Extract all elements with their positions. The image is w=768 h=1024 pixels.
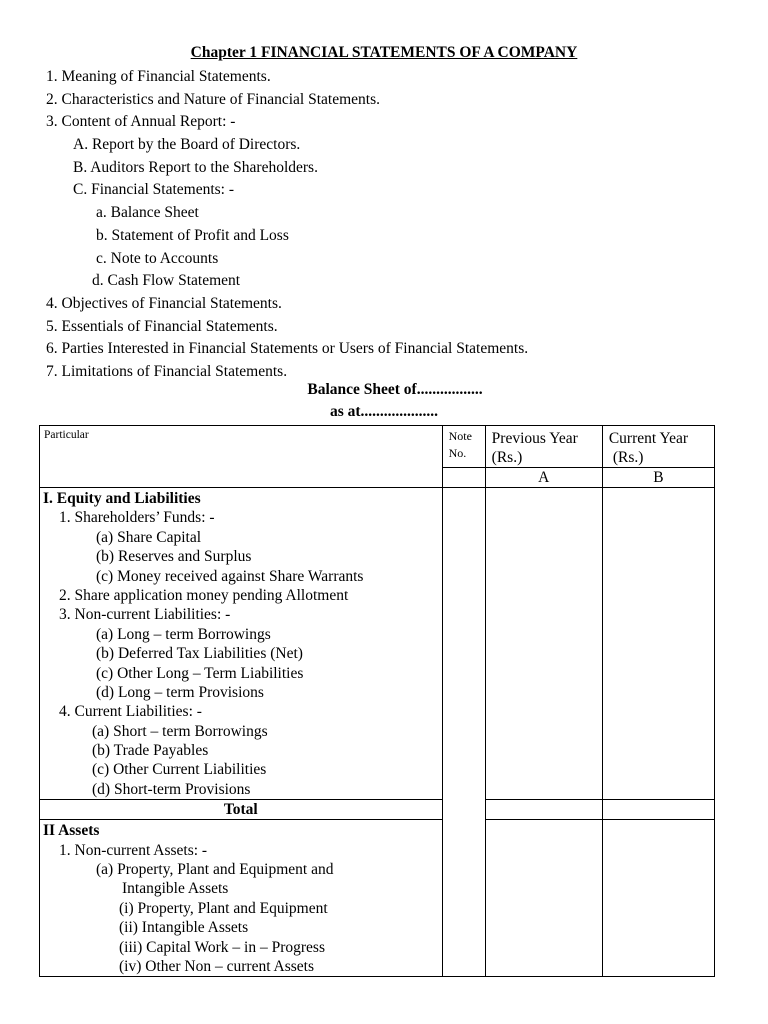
outline-subsubitem: d. Cash Flow Statement — [92, 272, 241, 290]
equity-liabilities-section — [40, 488, 443, 800]
previous-year-cell — [485, 488, 602, 800]
balance-sheet-as-at: as at.................... — [329, 403, 439, 420]
outline-item: 7. Limitations of Financial Statements. — [46, 362, 288, 380]
header-particular: Particular — [40, 426, 443, 488]
outline-subitem: C. Financial Statements: - — [73, 181, 235, 199]
row-label: (b) Deferred Tax Liabilities (Net) — [96, 645, 303, 663]
row-label: (c) Other Long – Term Liabilities — [96, 664, 304, 682]
row-label: (i) Property, Plant and Equipment — [119, 899, 328, 917]
row-label: (a) Long – term Borrowings — [96, 625, 271, 643]
outline-subitem: B. Auditors Report to the Shareholders. — [73, 158, 318, 176]
chapter-outline — [46, 66, 746, 384]
row-label: (iii) Capital Work – in – Progress — [119, 938, 325, 956]
row-label: (iv) Other Non – current Assets — [119, 957, 314, 975]
note-column — [442, 488, 485, 977]
outline-subitem: A. Report by the Board of Directors. — [73, 136, 301, 154]
section-heading: II Assets — [43, 822, 100, 840]
outline-item: 6. Parties Interested in Financial Statements or Users of Financial Statements. — [46, 340, 529, 358]
chapter-title: Chapter 1 FINANCIAL STATEMENTS OF A COMPANY — [190, 44, 578, 61]
row-label: (a) Short – term Borrowings — [92, 722, 268, 740]
outline-subsubitem: b. Statement of Profit and Loss — [96, 226, 289, 244]
row-label: 1. Non-current Assets: - — [59, 841, 208, 859]
outline-item: 4. Objectives of Financial Statements. — [46, 294, 282, 312]
row-label: 2. Share application money pending Allotment — [59, 586, 349, 604]
row-label: (ii) Intangible Assets — [119, 919, 249, 937]
row-label: Intangible Assets — [122, 880, 229, 898]
row-label: (c) Money received against Share Warrants — [96, 567, 364, 585]
section-heading: I. Equity and Liabilities — [43, 490, 201, 507]
outline-subsubitem: a. Balance Sheet — [96, 204, 199, 222]
total-label: Total — [40, 800, 443, 820]
total-previous-year — [485, 800, 602, 820]
row-label: 4. Current Liabilities: - — [59, 703, 202, 721]
assets-current-year — [602, 820, 714, 977]
header-previous-year: Previous Year (Rs.) — [485, 426, 602, 468]
row-label: (a) Property, Plant and Equipment and — [96, 861, 334, 879]
outline-item: 5. Essentials of Financial Statements. — [46, 317, 278, 335]
row-label: (b) Trade Payables — [92, 742, 209, 760]
row-label: (c) Other Current Liabilities — [92, 761, 267, 779]
balance-sheet-title: Balance Sheet of................. — [307, 381, 483, 398]
balance-sheet-table — [39, 425, 715, 977]
assets-previous-year — [485, 820, 602, 977]
current-year-cell — [602, 488, 714, 800]
outline-item: 1. Meaning of Financial Statements. — [46, 68, 271, 85]
header-note-no: Note No. — [442, 426, 485, 468]
header-note-blank — [442, 468, 485, 488]
header-current-year: Current Year (Rs.) — [602, 426, 714, 468]
row-label: (b) Reserves and Surplus — [96, 548, 252, 566]
row-label: 3. Non-current Liabilities: - — [59, 606, 231, 624]
assets-section — [40, 820, 443, 977]
total-current-year — [602, 800, 714, 820]
row-label: (d) Long – term Provisions — [96, 683, 264, 701]
outline-item: 3. Content of Annual Report: - — [46, 113, 236, 131]
outline-item: 2. Characteristics and Nature of Financial Statements. — [46, 90, 381, 108]
outline-subsubitem: c. Note to Accounts — [96, 249, 219, 267]
header-col-b: B — [602, 468, 714, 488]
header-col-a: A — [485, 468, 602, 488]
row-label: 1. Shareholders’ Funds: - — [59, 509, 215, 527]
row-label: (a) Share Capital — [96, 528, 202, 546]
row-label: (d) Short-term Provisions — [92, 780, 251, 798]
